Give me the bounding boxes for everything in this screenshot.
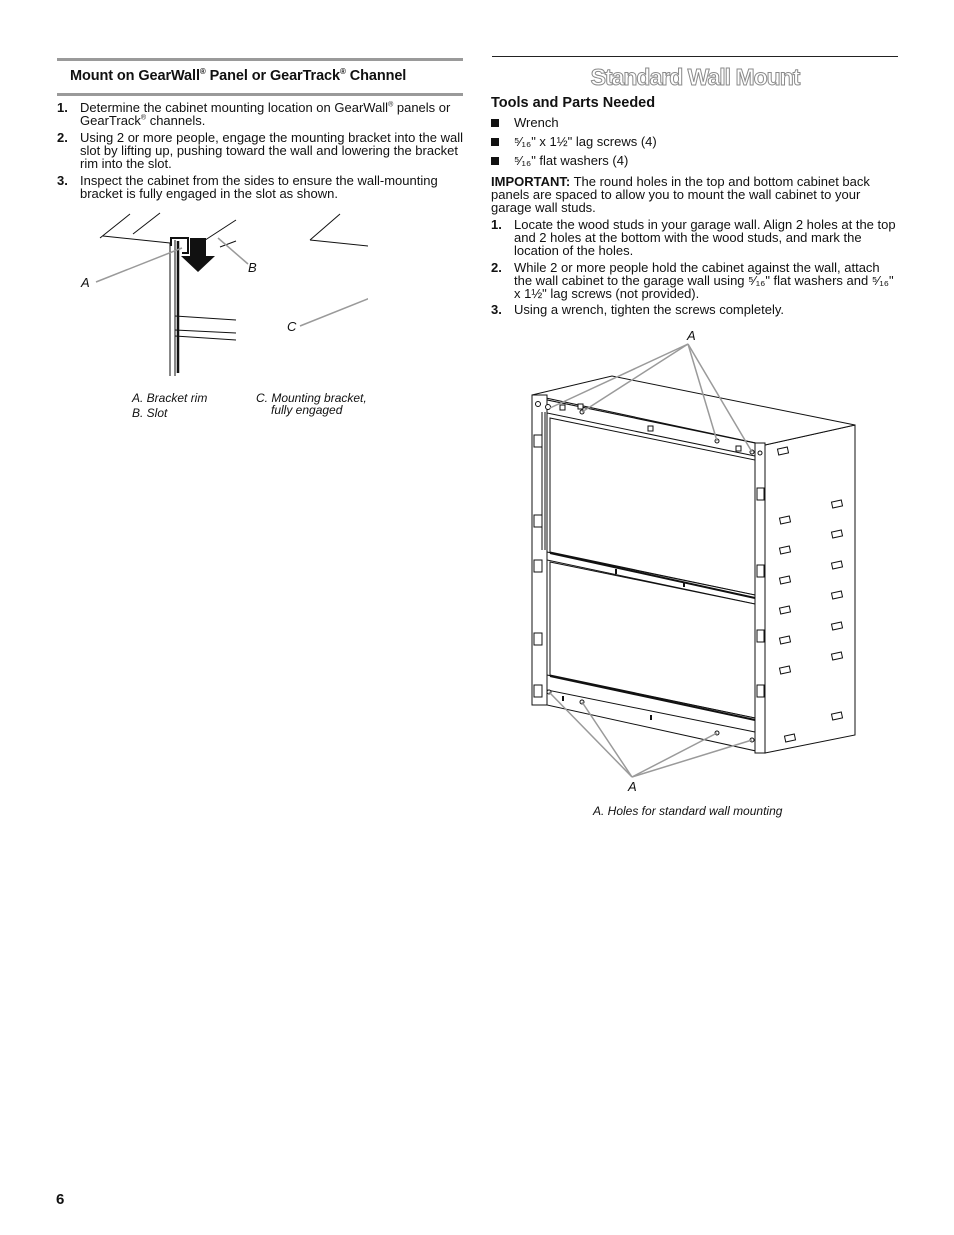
tool-item-3: ⁵⁄₁₆" flat washers (4) xyxy=(491,153,628,168)
page-title: Standard Wall Mount xyxy=(590,64,800,90)
section-heading-box xyxy=(57,58,463,96)
fig-label-a: A xyxy=(81,275,90,290)
right-top-rule xyxy=(492,56,898,57)
caption-c-cont: fully engaged xyxy=(271,403,343,417)
fig-label-b: B xyxy=(248,260,257,275)
important-note: IMPORTANT: The round holes in the top and bottom cabinet back panels are spaced to allow you to mount the wall cabinet to your garage wall studs. xyxy=(491,174,870,215)
fig-label-c: C xyxy=(287,319,297,334)
caption-c: C. Mounting bracket, xyxy=(256,391,367,405)
section-heading: Mount on GearWall® Panel or GearTrack® Channel xyxy=(70,67,407,84)
page-number: 6 xyxy=(56,1191,65,1208)
caption-b: B. Slot xyxy=(132,406,168,420)
cabinet-caption: A. Holes for standard wall mounting xyxy=(593,804,783,818)
cabinet-label-bottom: A xyxy=(628,779,637,794)
cabinet-label-top: A xyxy=(687,328,696,343)
bracket-figure xyxy=(78,208,368,383)
tools-heading: Tools and Parts Needed xyxy=(491,95,656,111)
caption-a: A. Bracket rim xyxy=(132,391,208,405)
tool-item-1: Wrench xyxy=(491,115,559,130)
cabinet-figure xyxy=(520,340,865,780)
tool-item-2: ⁵⁄₁₆" x 1½" lag screws (4) xyxy=(491,134,657,149)
